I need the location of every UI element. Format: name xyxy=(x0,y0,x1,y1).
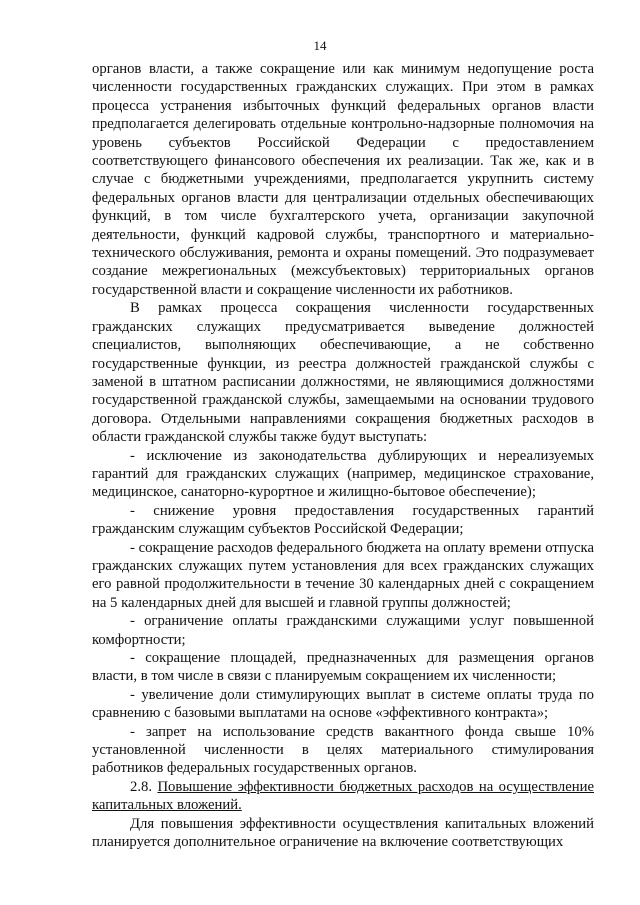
paragraph-continuation: органов власти, а также сокращение или как минимум недопущение роста численности государственных гражданских служащих. При этом в рамках процесса устранения избыточных функций федеральных органов власти предполагается делегировать отдельные контрольно-надзорные полномочия на уровень субъектов Российской Федерации с предоставлением соответствующего финансового обеспечения их реализации. Так же, как и в случае с бюджетными учреждениями, предполагается укрупнить систему федеральных органов власти для централизации отдельных обеспечивающих функций, в том числе бухгалтерского учета, организации закупочной деятельности, функций кадровой службы, транспортного и материально-технического обслуживания, ремонта и охраны помещений. Это подразумевает создание межрегиональных (межсубъектовых) территориальных органов государственной власти и сокращение численности их работников. xyxy=(92,61,594,298)
list-item-office-space: - сокращение площадей, предназначенных для размещения органов власти, в том числе в связи с планируемым сокращением их численности; xyxy=(92,650,594,685)
section-heading xyxy=(92,778,594,815)
list-item-guarantees-exclusion: - исключение из законодательства дублирующих и нереализуемых гарантий для гражданских служащих (например, медицинское страхование, медицинское, санаторно-курортное и жилищно-бытовое обеспечение); xyxy=(92,447,594,501)
list-item-comfort-services: - ограничение оплаты гражданскими служащими услуг повышенной комфортности; xyxy=(92,613,594,648)
list-item-guarantees-reduction: - снижение уровня предоставления государственных гарантий гражданским служащим субъектов Российской Федерации; xyxy=(92,502,594,538)
section-title: Повышение эффективности бюджетных расходов на осуществление капитальных вложений. xyxy=(92,778,594,814)
page-body xyxy=(92,60,594,851)
paragraph-capital-investments: Для повышения эффективности осуществления капитальных вложений планируется дополнительное ограничение на включение соответствующих xyxy=(92,815,594,851)
list-item-vacancy-fund: - запрет на использование средств вакантного фонда свыше 10% установленной численности в целях материального стимулирования работников федеральных государственных органов. xyxy=(92,723,594,777)
page-number: 14 xyxy=(313,38,327,53)
list-item-incentive-payments: - увеличение доли стимулирующих выплат в системе оплаты труда по сравнению с базовыми выплатами на основе «эффективного контракта»; xyxy=(92,686,594,722)
list-item-vacation-reduction: - сокращение расходов федерального бюджета на оплату времени отпуска гражданских служащих путем установления для всех гражданских служащих его равной продолжительности в течение 30 календарных дней с сокращением на 5 календарных дней для высшей и главной группы должностей; xyxy=(92,539,594,611)
paragraph-staff-reduction: В рамках процесса сокращения численности государственных гражданских служащих предусматривается выведение должностей специалистов, выполняющих обеспечивающие, а не собственно государственные функции, из реестра должностей гражданской службы с заменой в штатном расписании должностями, не являющимися должностями государственной гражданской службы, замещаемыми на основании трудового договора. Отдельными направлениями сокращения бюджетных расходов в области гражданской службы также будут выступать: xyxy=(92,300,594,446)
section-number: 2.8. xyxy=(130,778,153,795)
